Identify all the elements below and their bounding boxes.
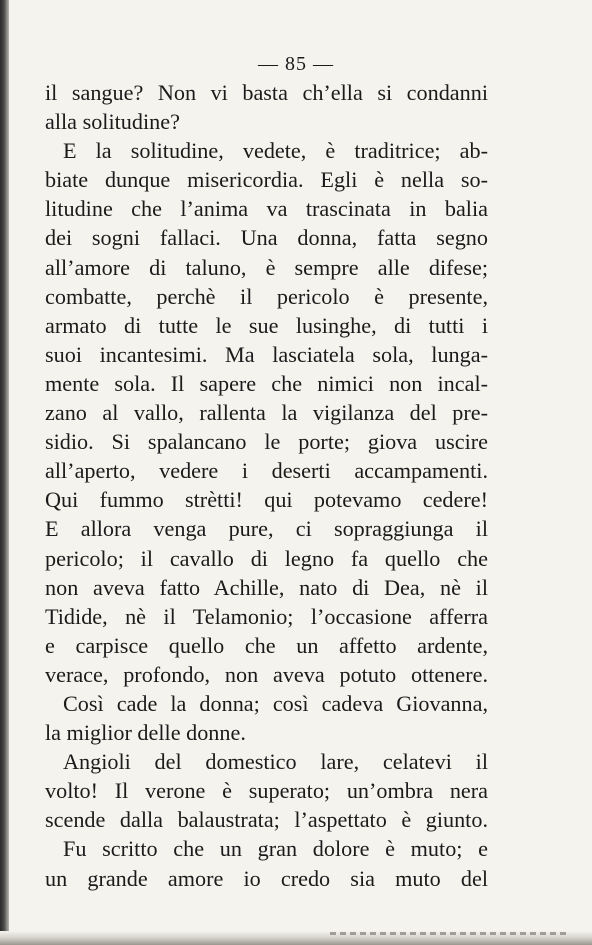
text-line: all’amore di taluno, è sempre alle difese; (45, 254, 488, 280)
text-line: la miglior delle donne. (45, 720, 246, 746)
text-line: sidio. Si spalancano le porte; giova uscire (45, 429, 488, 455)
text-line: Fu scritto che un gran dolore è muto; e (63, 836, 488, 862)
text-line: scende dalla balaustrata; l’aspettato è giunto. (45, 807, 488, 833)
text-line: mente sola. Il sapere che nimici non incal- (45, 370, 488, 396)
text-line: litudine che l’anima va trascinata in balia (45, 196, 488, 222)
body-text (45, 78, 488, 893)
text-line: combatte, perchè il pericolo è presente, (45, 283, 488, 309)
text-line: Qui fummo strètti! qui potevamo cedere! (45, 487, 488, 513)
text-line: Angioli del domestico lare, celatevi il (63, 749, 488, 775)
text-line: biate dunque misericordia. Egli è nella so- (45, 167, 488, 193)
text-line: e carpisce quello che un affetto ardente, (45, 632, 488, 658)
text-line: E la solitudine, vedete, è traditrice; ab- (63, 138, 488, 164)
text-line: Così cade la donna; così cadeva Giovanna, (63, 690, 488, 716)
text-line: non aveva fatto Achille, nato di Dea, nè il (45, 574, 488, 600)
text-line: pericolo; il cavallo di legno fa quello che (45, 545, 488, 571)
text-line: volto! Il verone è superato; un’ombra nera (45, 778, 488, 804)
text-line: dei sogni fallaci. Una donna, fatta segno (45, 225, 488, 251)
text-line: E allora venga pure, ci sopraggiunga il (45, 516, 488, 542)
text-line: all’aperto, vedere i deserti accampamenti. (45, 458, 488, 484)
text-line: un grande amore io credo sia muto del (45, 865, 488, 891)
text-line: armato di tutte le sue lusinghe, di tutti i (45, 312, 488, 338)
page-bottom-rule (330, 932, 570, 935)
text-line: alla solitudine? (45, 109, 180, 135)
text-line: suoi incantesimi. Ma lasciatela sola, lunga- (45, 341, 488, 367)
text-line: zano al vallo, rallenta la vigilanza del pre- (45, 400, 488, 426)
page-number: — 85 — (258, 53, 334, 75)
page-binding-shadow (0, 0, 9, 945)
text-line: Tidide, nè il Telamonio; l’occasione afferra (45, 603, 488, 629)
text-line: verace, profondo, non aveva potuto ottenere. (45, 661, 488, 687)
text-line: il sangue? Non vi basta ch’ella si condanni (45, 80, 488, 105)
